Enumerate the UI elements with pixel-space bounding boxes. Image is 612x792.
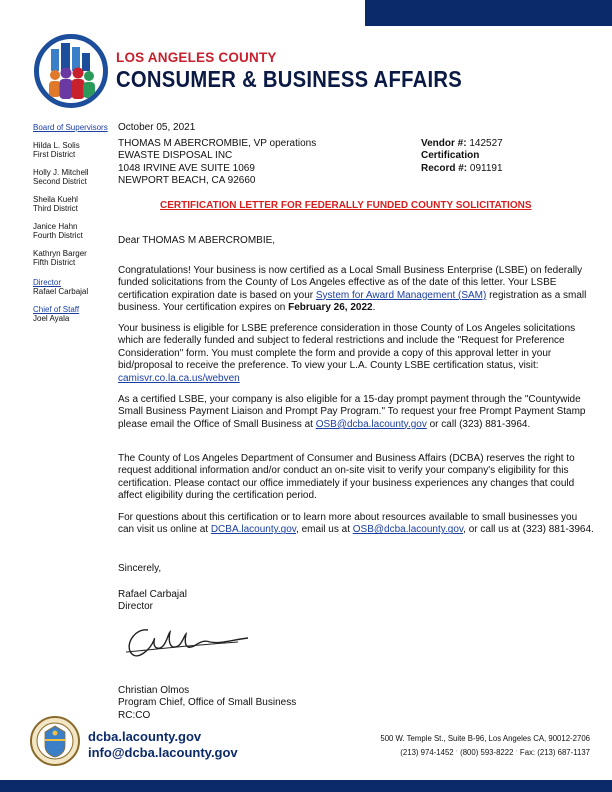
- osb-email-link[interactable]: OSB@dcba.lacounty.gov: [352, 524, 464, 536]
- director-header[interactable]: Director: [33, 277, 62, 287]
- handwritten-signature: [120, 620, 250, 662]
- webven-link[interactable]: camisvr.co.la.ca.us/webven: [118, 372, 240, 384]
- footer-website[interactable]: dcba.lacounty.gov: [88, 729, 202, 744]
- certification-label: Certification: [421, 150, 480, 162]
- supervisor-entry: Hilda L. Solis First District: [33, 140, 80, 159]
- sam-link[interactable]: System for Award Management (SAM): [315, 289, 487, 301]
- record-number: 091191: [469, 162, 503, 174]
- paragraph-eligibility: Your business is eligible for LSBE preference consideration in those County of Los Angeles solicitations which are federally funded and subject to federal restrictions and include the "Request for Preference Consideration" form. You must complete the form and provide a copy of this approval letter in your bid/proposal to receive the preference. To view your L.A. County LSBE certification status, visit: camisvr.co.la.ca.us/webven: [118, 323, 576, 384]
- paragraph-questions: For questions about this certification or to learn more about resources available to small businesses you can visit us online at DCBA.lacounty.gov, email us at OSB@dcba.lacounty.gov, or call us at (323) 881-3964.: [118, 512, 594, 536]
- department-name: CONSUMER & BUSINESS AFFAIRS: [116, 66, 462, 92]
- closing: Sincerely,: [118, 563, 162, 574]
- people-skyline-icon: [39, 39, 103, 103]
- letter-title: CERTIFICATION LETTER FOR FEDERALLY FUNDED COUNTY SOLICITATIONS: [160, 200, 532, 211]
- county-name: LOS ANGELES COUNTY: [116, 50, 277, 65]
- supervisor-entry: Holly J. Mitchell Second District: [33, 167, 89, 186]
- sidebar: [33, 123, 115, 324]
- director-entry: Director Rafael Carbajal: [33, 278, 115, 297]
- department-logo: [34, 34, 108, 108]
- vendor-number: 142527: [469, 138, 503, 149]
- dcba-website-link[interactable]: DCBA.lacounty.gov: [210, 524, 297, 536]
- record-label: Record #:: [421, 162, 468, 174]
- signatory-2: Christian Olmos Program Chief, Office of Small Business RC:CO: [118, 685, 297, 721]
- county-seal: [30, 716, 80, 766]
- footer-phones: (213) 974-1452 ˑ (800) 593-8222 ˑ Fax: (213) 687-1137: [400, 748, 590, 757]
- bottom-banner-bar: [0, 780, 612, 792]
- osb-email-link[interactable]: OSB@dcba.lacounty.gov: [315, 418, 427, 430]
- chief-of-staff-header[interactable]: Chief of Staff: [33, 304, 80, 314]
- initials: RC:CO: [118, 709, 151, 721]
- chief-of-staff-entry: Chief of Staff Joel Ayala: [33, 305, 115, 324]
- signatory-1: Rafael Carbajal Director: [118, 589, 187, 613]
- top-banner-bar: [365, 0, 612, 26]
- vendor-info: [421, 138, 503, 175]
- recipient-address: THOMAS M ABERCROMBIE, VP operations EWASTE DISPOSAL INC 1048 IRVINE AVE SUITE 1069 NEWPORT BEACH, CA 92660: [118, 138, 317, 187]
- supervisor-entry: Kathryn Barger Fifth District: [33, 248, 87, 267]
- board-header[interactable]: Board of Supervisors: [33, 123, 108, 132]
- supervisor-entry: Sheila Kuehl Third District: [33, 194, 78, 213]
- salutation: Dear THOMAS M ABERCROMBIE,: [118, 235, 276, 246]
- paragraph-congratulations: Congratulations! Your business is now certified as a Local Small Business Enterprise (LSBE) on federally funded solicitations from the County of Los Angeles effective as of the date of this letter. Your LSBE certification expiration date is based on your System for Award Management (SAM) registration as a small business. Your certification expires on February 26, 2022.: [118, 265, 587, 314]
- letter-date: October 05, 2021: [118, 122, 196, 133]
- vendor-label: Vendor #:: [421, 138, 467, 149]
- paragraph-prompt-payment: As a certified LSBE, your company is also eligible for a 15-day prompt payment through the "Countywide Small Business Payment Liaison and Prompt Pay Program." To request your free Prompt Payment Stamp please email the Office of Small Business at OSB@dcba.lacounty.gov or call (323) 881-3964.: [118, 394, 586, 430]
- footer-address: 500 W. Temple St., Suite B-96, Los Angeles CA, 90012-2706: [380, 734, 590, 743]
- footer-email[interactable]: info@dcba.lacounty.gov: [88, 745, 238, 760]
- paragraph-dcba-rights: The County of Los Angeles Department of Consumer and Business Affairs (DCBA) reserves the right to request additional information and/or conduct an on-site visit to verify your company's eligibility for this certification. Please contact our office immediately if your business experiences any changes that could affect eligibility during the certification period.: [118, 453, 575, 502]
- supervisor-entry: Janice Hahn Fourth District: [33, 221, 83, 240]
- expiry-date: February 26, 2022: [288, 302, 373, 314]
